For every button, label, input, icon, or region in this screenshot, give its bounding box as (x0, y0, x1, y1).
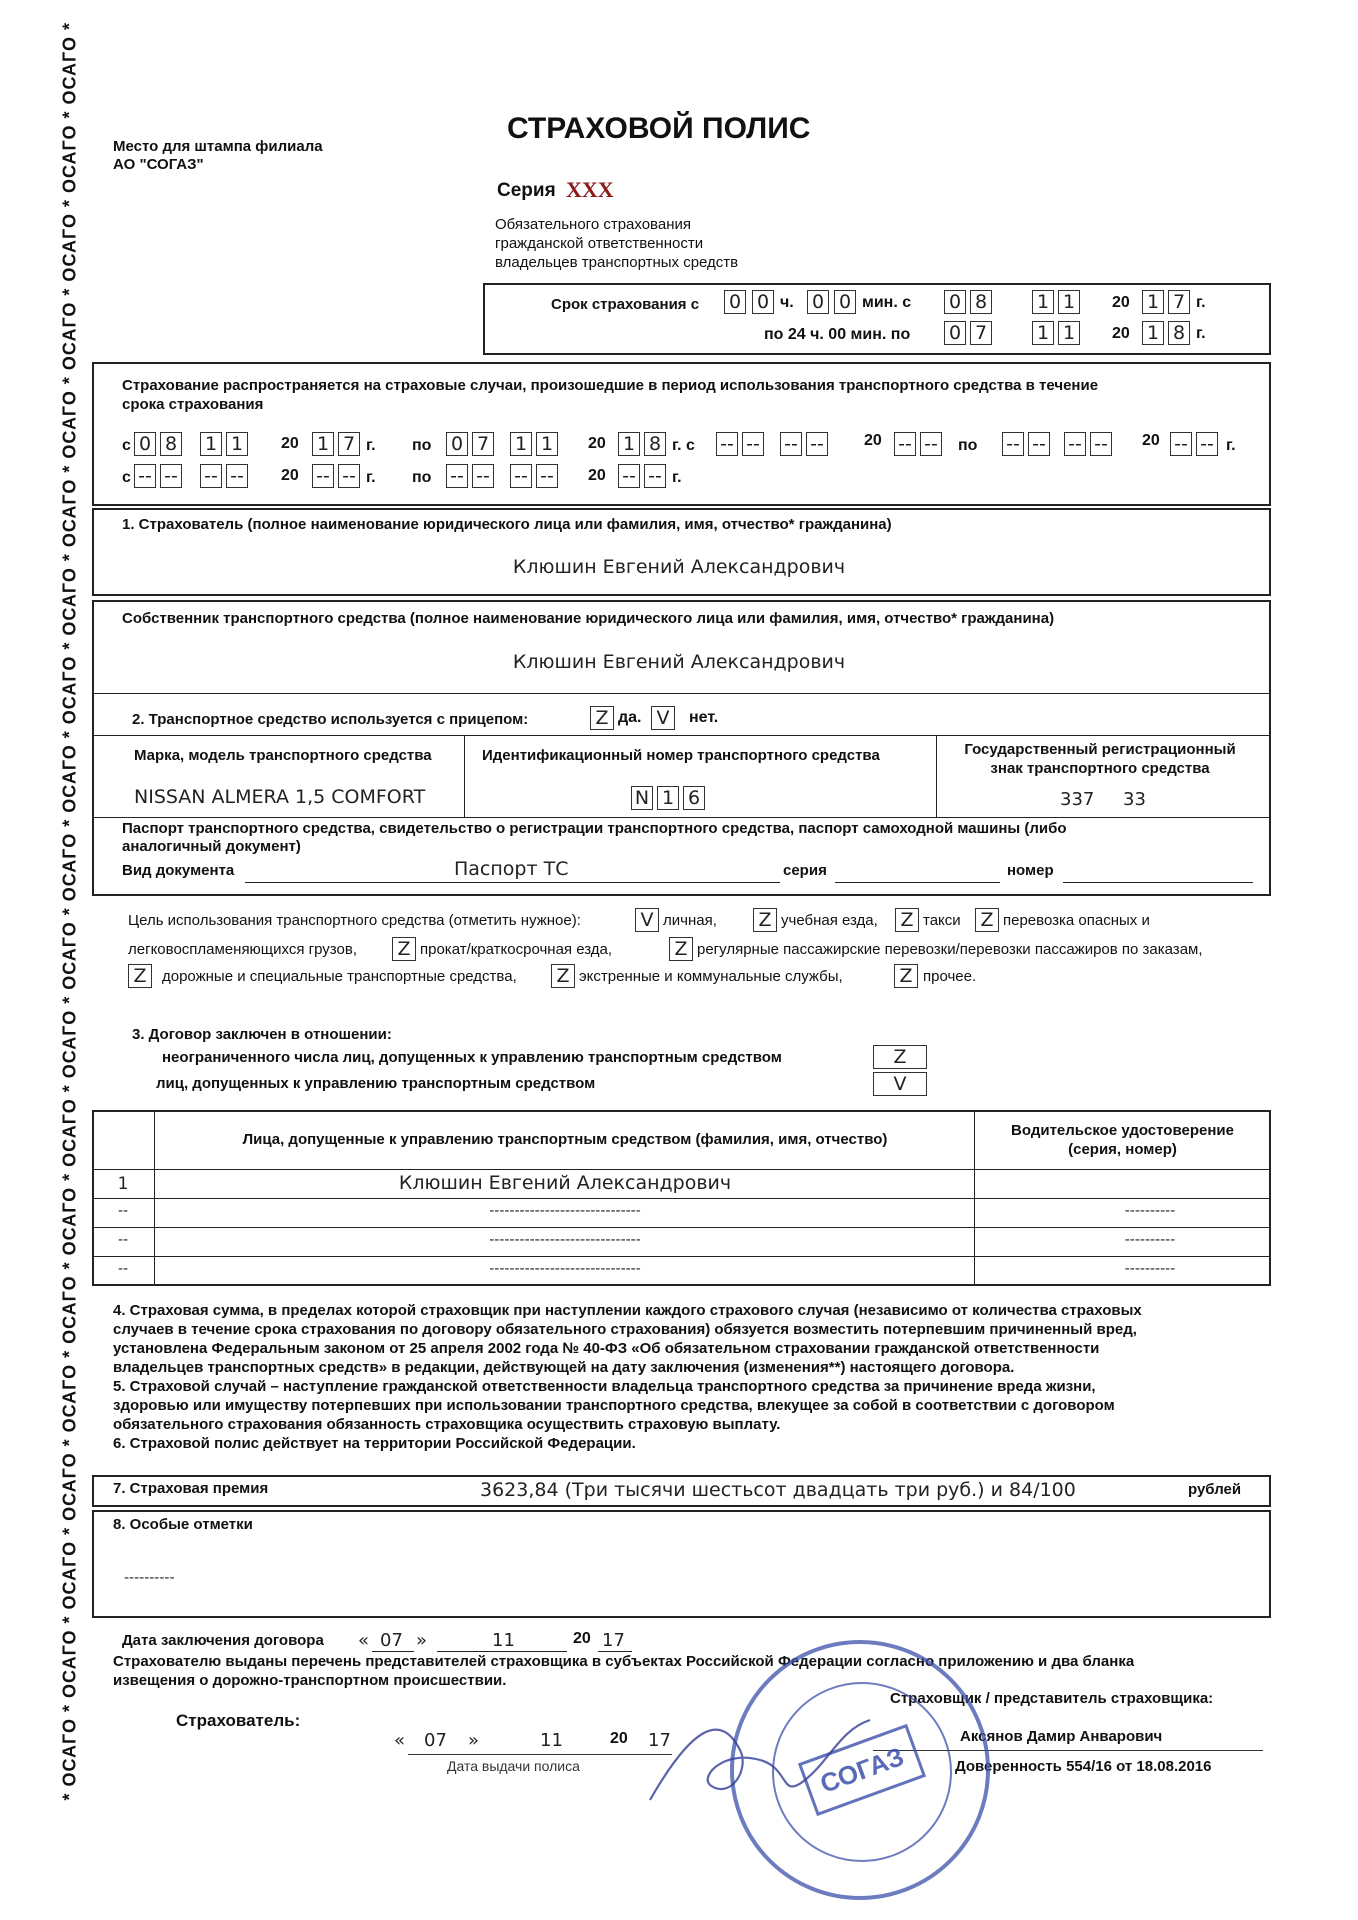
premium-label: 7. Страховая премия (113, 1480, 269, 1497)
p2-to-year-2: -- (1196, 432, 1218, 456)
plate-value-1: 337 (1060, 789, 1095, 810)
driver-row-2-license: ---------- (1124, 1203, 1176, 1219)
driver-row-1-n: 1 (117, 1174, 129, 1194)
subtitle-line1: Обязательного страхования (495, 216, 691, 233)
company-seal-logo: СОГАЗ (798, 1724, 926, 1816)
purpose-other-checkbox[interactable]: Z (894, 964, 918, 988)
notes-box (92, 1510, 1271, 1618)
purpose-regular-checkbox[interactable]: Z (669, 937, 693, 961)
insured-value: Клюшин Евгений Александрович (512, 556, 846, 578)
purpose-taxi-label: такси (923, 912, 961, 929)
p3-from-label: с (122, 469, 131, 486)
passport-series-underline (835, 882, 1000, 883)
passport-number-label: номер (1007, 862, 1054, 879)
conclusion-info-line1: Страхователю выданы перечень представителей страховщика в субъектах Российской Федерации согласно приложению и два бланка (113, 1653, 1135, 1670)
vehicle-col-divider-2 (936, 735, 937, 817)
p1-from-day-2: 8 (160, 432, 182, 456)
p1-to-day-2: 7 (472, 432, 494, 456)
terms-line-7: обязательного страхования обязанность страховщика осуществить страховую выплату. (113, 1416, 781, 1433)
conclusion-year-prefix: 20 (573, 1630, 591, 1647)
p3-from-month-1: -- (200, 464, 222, 488)
p2-to-day-2: -- (1028, 432, 1050, 456)
terms-line-5: 5. Страховой случай – наступление гражданской ответственности владельца транспортного средства за причинение вреда жизни, (113, 1378, 1096, 1395)
subtitle-line3: владельцев транспортных средств (495, 254, 739, 271)
p2-from-month-1: -- (780, 432, 802, 456)
p1-from-y20: 20 (281, 435, 299, 452)
p1-from-day-1: 0 (134, 432, 156, 456)
vin-header: Идентификационный номер транспортного средства (482, 747, 880, 764)
stamp-place-line1: Место для штампа филиала (113, 138, 323, 155)
purpose-road-label: дорожные и специальные транспортные средства, (162, 968, 517, 985)
contract-unlimited-label: неограниченного числа лиц, допущенных к управлению транспортным средством (162, 1049, 782, 1066)
p1-from-month-2: 1 (226, 432, 248, 456)
p1-to-month-1: 1 (510, 432, 532, 456)
p3-to-year-2: -- (644, 464, 666, 488)
vin-cell-1: N (631, 786, 653, 810)
from-year-2: 7 (1168, 290, 1190, 314)
p1-from-year-2: 7 (338, 432, 360, 456)
p3-from-year-2: -- (338, 464, 360, 488)
purpose-rental-label: прокат/краткосрочная езда, (420, 941, 613, 958)
stamp-place-line2: АО "СОГАЗ" (113, 156, 204, 173)
p3-to-month-2: -- (536, 464, 558, 488)
divider-owner (92, 693, 1269, 694)
p2-from-month-2: -- (806, 432, 828, 456)
divider-trailer (92, 735, 1269, 736)
purpose-emergency-label: экстренные и коммунальные службы, (579, 968, 843, 985)
conclusion-info-line2: извещения о дорожно-транспортном происшествии. (113, 1672, 507, 1689)
p3-from-g: г. (366, 469, 376, 486)
period-text-line2: срока страхования (122, 396, 264, 413)
p2-from-day-1: -- (716, 432, 738, 456)
period-text (122, 376, 1098, 414)
drivers-row-divider-2 (92, 1227, 1269, 1228)
issue-caption: Дата выдачи полиса (447, 1758, 580, 1774)
driver-row-3-n: -- (117, 1232, 129, 1248)
policy-subtitle (495, 215, 738, 272)
issue-quote-open: « (394, 1730, 406, 1751)
trailer-yes-label: да. (618, 709, 642, 726)
purpose-intro: Цель использования транспортного средства (отметить нужное): (128, 912, 581, 929)
plate-header-line1: Государственный регистрационный (964, 741, 1236, 758)
drivers-header-license-1: Водительское удостоверение (1011, 1122, 1234, 1139)
p1-from-label: с (122, 437, 131, 454)
from-year-1: 1 (1142, 290, 1164, 314)
purpose-training-checkbox[interactable]: Z (753, 908, 777, 932)
from-day-1: 0 (944, 290, 966, 314)
driver-row-2-name: ------------------------------ (489, 1203, 641, 1219)
p2-to-month-1: -- (1064, 432, 1086, 456)
series-value: ХХХ (566, 177, 614, 202)
driver-row-4-name: ------------------------------ (489, 1261, 641, 1277)
p1-to-day-1: 0 (446, 432, 468, 456)
side-strip (50, 21, 90, 1810)
issue-year: 17 (648, 1730, 671, 1751)
trailer-no-checkbox[interactable]: V (651, 706, 675, 730)
to-month-2: 1 (1058, 321, 1080, 345)
p3-to-day-1: -- (446, 464, 468, 488)
power-of-attorney: Доверенность 554/16 от 18.08.2016 (955, 1758, 1212, 1775)
insurer-label: Страховщик / представитель страховщика: (890, 1690, 1214, 1707)
notes-label: 8. Особые отметки (113, 1516, 253, 1533)
trailer-no-label: нет. (689, 709, 719, 726)
driver-row-1-name: Клюшин Евгений Александрович (398, 1172, 732, 1194)
p3-to-month-1: -- (510, 464, 532, 488)
p1-from-g: г. (366, 437, 376, 454)
stamp-place (113, 138, 323, 174)
issue-quote-close: » (468, 1730, 480, 1751)
p1-to-year-1: 1 (618, 432, 640, 456)
plate-value-2: 33 (1123, 789, 1146, 810)
plate-header-line2: знак транспортного средства (990, 760, 1210, 777)
vin-cell-3: 6 (683, 786, 705, 810)
contract-limited-label: лиц, допущенных к управлению транспортным средством (156, 1075, 596, 1092)
p1-to-month-2: 1 (536, 432, 558, 456)
signature-stroke (650, 1720, 870, 1800)
terms-line-8: 6. Страховой полис действует на территории Российской Федерации. (113, 1435, 636, 1452)
driver-row-2-n: -- (117, 1203, 129, 1219)
p3-from-year-1: -- (312, 464, 334, 488)
terms-line-3: установлена Федеральным законом от 25 апреля 2002 года № 40-ФЗ «Об обязательном страховании гражданской ответственности (113, 1340, 1100, 1357)
terms-line-1: 4. Страховая сумма, в пределах которой страховщик при наступлении каждого страхового случая (независимо от количества страховых (113, 1302, 1142, 1319)
p2-to-year-1: -- (1170, 432, 1192, 456)
issue-day: 07 (424, 1730, 447, 1751)
p3-to-label: по (412, 469, 432, 486)
minute-digit-2: 0 (834, 290, 856, 314)
from-year-suffix: г. (1196, 294, 1206, 311)
drivers-header-name: Лица, допущенные к управлению транспортным средством (фамилия, имя, отчество) (242, 1131, 888, 1148)
purpose-regular-label: регулярные пассажирские перевозки/перевозки пассажиров по заказам, (697, 941, 1203, 958)
vehicle-col-divider-1 (464, 735, 465, 817)
terms-line-2: случаев в течение срока страхования по договору обязательного страхования) обязуется возместить потерпевшим причиненный вред, (113, 1321, 1137, 1338)
conclusion-label: Дата заключения договора (122, 1632, 324, 1649)
purpose-other-label: прочее. (923, 968, 977, 985)
minute-label: мин. с (862, 294, 912, 311)
purpose-road-checkbox[interactable]: Z (128, 964, 152, 988)
to-month-1: 1 (1032, 321, 1054, 345)
p2-to-day-1: -- (1002, 432, 1024, 456)
hour-digit-2: 0 (752, 290, 774, 314)
p3-to-g: г. (672, 469, 682, 486)
p2-from-year-2: -- (920, 432, 942, 456)
p2-to-month-2: -- (1090, 432, 1112, 456)
p2-to-label: по (958, 437, 978, 454)
purpose-personal-label: личная, (663, 912, 717, 929)
p1-to-year-2: 8 (644, 432, 666, 456)
terms-text (113, 1301, 1273, 1453)
side-strip-text: * ОСАГО * ОСАГО * ОСАГО * ОСАГО * ОСАГО * ОСАГО * ОСАГО * ОСАГО * ОСАГО * ОСАГО * ОСАГО * ОСАГО * ОСАГО * ОСАГО * ОСАГО * ОСАГО * ОСАГО * ОСАГО * ОСАГО * ОСАГО * (59, 21, 80, 1801)
conclusion-day: 07 (380, 1630, 403, 1651)
purpose-training-label: учебная езда, (781, 912, 878, 929)
p1-from-month-1: 1 (200, 432, 222, 456)
purpose-personal-checkbox[interactable]: V (635, 908, 659, 932)
divider-vehicle (92, 817, 1269, 818)
p2-to-g: г. (1226, 437, 1236, 454)
purpose-rental-checkbox[interactable]: Z (392, 937, 416, 961)
p3-from-day-2: -- (160, 464, 182, 488)
p1-to-gc: г. с (672, 437, 695, 454)
to-year-1: 1 (1142, 321, 1164, 345)
passport-number-underline (1063, 882, 1253, 883)
drivers-header-license (976, 1121, 1269, 1159)
insurer-name: Аксянов Дамир Анварович (960, 1728, 1163, 1745)
subtitle-line2: гражданской ответственности (495, 235, 704, 252)
to-year-prefix: 20 (1112, 325, 1130, 342)
make-value: NISSAN ALMERA 1,5 COMFORT (134, 786, 426, 808)
notes-value: ---------- (124, 1570, 175, 1586)
trailer-label: 2. Транспортное средство используется с прицепом: (132, 711, 529, 728)
to-day-2: 7 (970, 321, 992, 345)
hour-label: ч. (780, 294, 794, 311)
doc-type-value: Паспорт ТС (454, 858, 569, 880)
minute-digit-1: 0 (807, 290, 829, 314)
doc-type-label: Вид документа (122, 862, 235, 879)
p3-to-year-1: -- (618, 464, 640, 488)
driver-row-4-license: ---------- (1124, 1261, 1176, 1277)
issue-month: 11 (540, 1730, 563, 1751)
p2-from-day-2: -- (742, 432, 764, 456)
passport-label (122, 820, 1067, 856)
p3-to-y20: 20 (588, 467, 606, 484)
doc-type-underline (245, 882, 780, 883)
conclusion-quote-close: » (416, 1630, 428, 1651)
drivers-header-divider (92, 1169, 1269, 1170)
period-text-line1: Страхование распространяется на страховые случаи, произошедшие в период использования транспортного средства в течение (122, 377, 1099, 394)
drivers-col-divider-1 (154, 1110, 155, 1284)
p3-to-day-2: -- (472, 464, 494, 488)
p1-to-y20: 20 (588, 435, 606, 452)
terms-line-4: владельцев транспортных средств» в редакции, действующей на дату заключения (изменения**) настоящего договора. (113, 1359, 1015, 1376)
conclusion-quote-open: « (358, 1630, 370, 1651)
conclusion-month: 11 (492, 1630, 515, 1651)
page-title: СТРАХОВОЙ ПОЛИС (507, 112, 811, 145)
plate-header (940, 740, 1260, 778)
p2-from-y20: 20 (864, 432, 882, 449)
vin-cell-2: 1 (657, 786, 679, 810)
to-day-1: 0 (944, 321, 966, 345)
p3-from-day-1: -- (134, 464, 156, 488)
drivers-row-divider-1 (92, 1198, 1269, 1199)
driver-row-3-license: ---------- (1124, 1232, 1176, 1248)
contract-limited-checkbox[interactable]: V (873, 1072, 927, 1096)
make-header: Марка, модель транспортного средства (134, 747, 432, 764)
to-year-suffix: г. (1196, 325, 1206, 342)
purpose-dangerous-label: перевозка опасных и (1003, 912, 1150, 929)
drivers-header-license-2: (серия, номер) (1068, 1141, 1177, 1158)
term-from-label: Срок страхования с (551, 296, 700, 313)
contract-title: 3. Договор заключен в отношении: (132, 1026, 392, 1043)
contract-unlimited-checkbox[interactable]: Z (873, 1045, 927, 1069)
from-month-1: 1 (1032, 290, 1054, 314)
conclusion-info (113, 1652, 1134, 1690)
p1-to-label: по (412, 437, 432, 454)
owner-label: Собственник транспортного средства (полное наименование юридического лица или фамилия, имя, отчество* гражданина) (122, 610, 1055, 627)
series-label: Серия (497, 180, 556, 201)
passport-series-label: серия (783, 862, 827, 879)
to-year-2: 8 (1168, 321, 1190, 345)
purpose-dangerous-checkbox[interactable]: Z (975, 908, 999, 932)
owner-value: Клюшин Евгений Александрович (512, 651, 846, 673)
driver-row-3-name: ------------------------------ (489, 1232, 641, 1248)
term-to-label: по 24 ч. 00 мин. по (764, 326, 911, 343)
terms-line-6: здоровью или имуществу потерпевших при использовании транспортного средства, влекущее за собой в соответствии с договором (113, 1397, 1115, 1414)
insured-signature-label: Страхователь: (176, 1711, 301, 1730)
driver-row-4-n: -- (117, 1261, 129, 1277)
drivers-col-divider-2 (974, 1110, 975, 1284)
handwritten-signature (630, 1690, 900, 1820)
p2-to-y20: 20 (1142, 432, 1160, 449)
p1-from-year-1: 1 (312, 432, 334, 456)
p2-from-year-1: -- (894, 432, 916, 456)
from-month-2: 1 (1058, 290, 1080, 314)
premium-value: 3623,84 (Три тысячи шестьсот двадцать три руб.) и 84/100 (480, 1479, 1076, 1501)
from-day-2: 8 (970, 290, 992, 314)
hour-digit-1: 0 (724, 290, 746, 314)
from-year-prefix: 20 (1112, 294, 1130, 311)
issue-year-prefix: 20 (610, 1730, 628, 1747)
p3-from-y20: 20 (281, 467, 299, 484)
premium-unit: рублей (1188, 1481, 1242, 1498)
conclusion-year: 17 (602, 1630, 625, 1651)
purpose-dangerous-label-2: легковоспламеняющихся грузов, (128, 941, 357, 958)
insured-label: 1. Страхователь (полное наименование юридического лица или фамилия, имя, отчество* гражданина) (122, 516, 892, 533)
passport-label-line2: аналогичный документ) (122, 838, 301, 855)
purpose-emergency-checkbox[interactable]: Z (551, 964, 575, 988)
purpose-taxi-checkbox[interactable]: Z (895, 908, 919, 932)
trailer-yes-checkbox[interactable]: Z (590, 706, 614, 730)
passport-label-line1: Паспорт транспортного средства, свидетельство о регистрации транспортного средства, паспорт самоходной машины (либо (122, 820, 1067, 837)
drivers-row-divider-3 (92, 1256, 1269, 1257)
p3-from-month-2: -- (226, 464, 248, 488)
